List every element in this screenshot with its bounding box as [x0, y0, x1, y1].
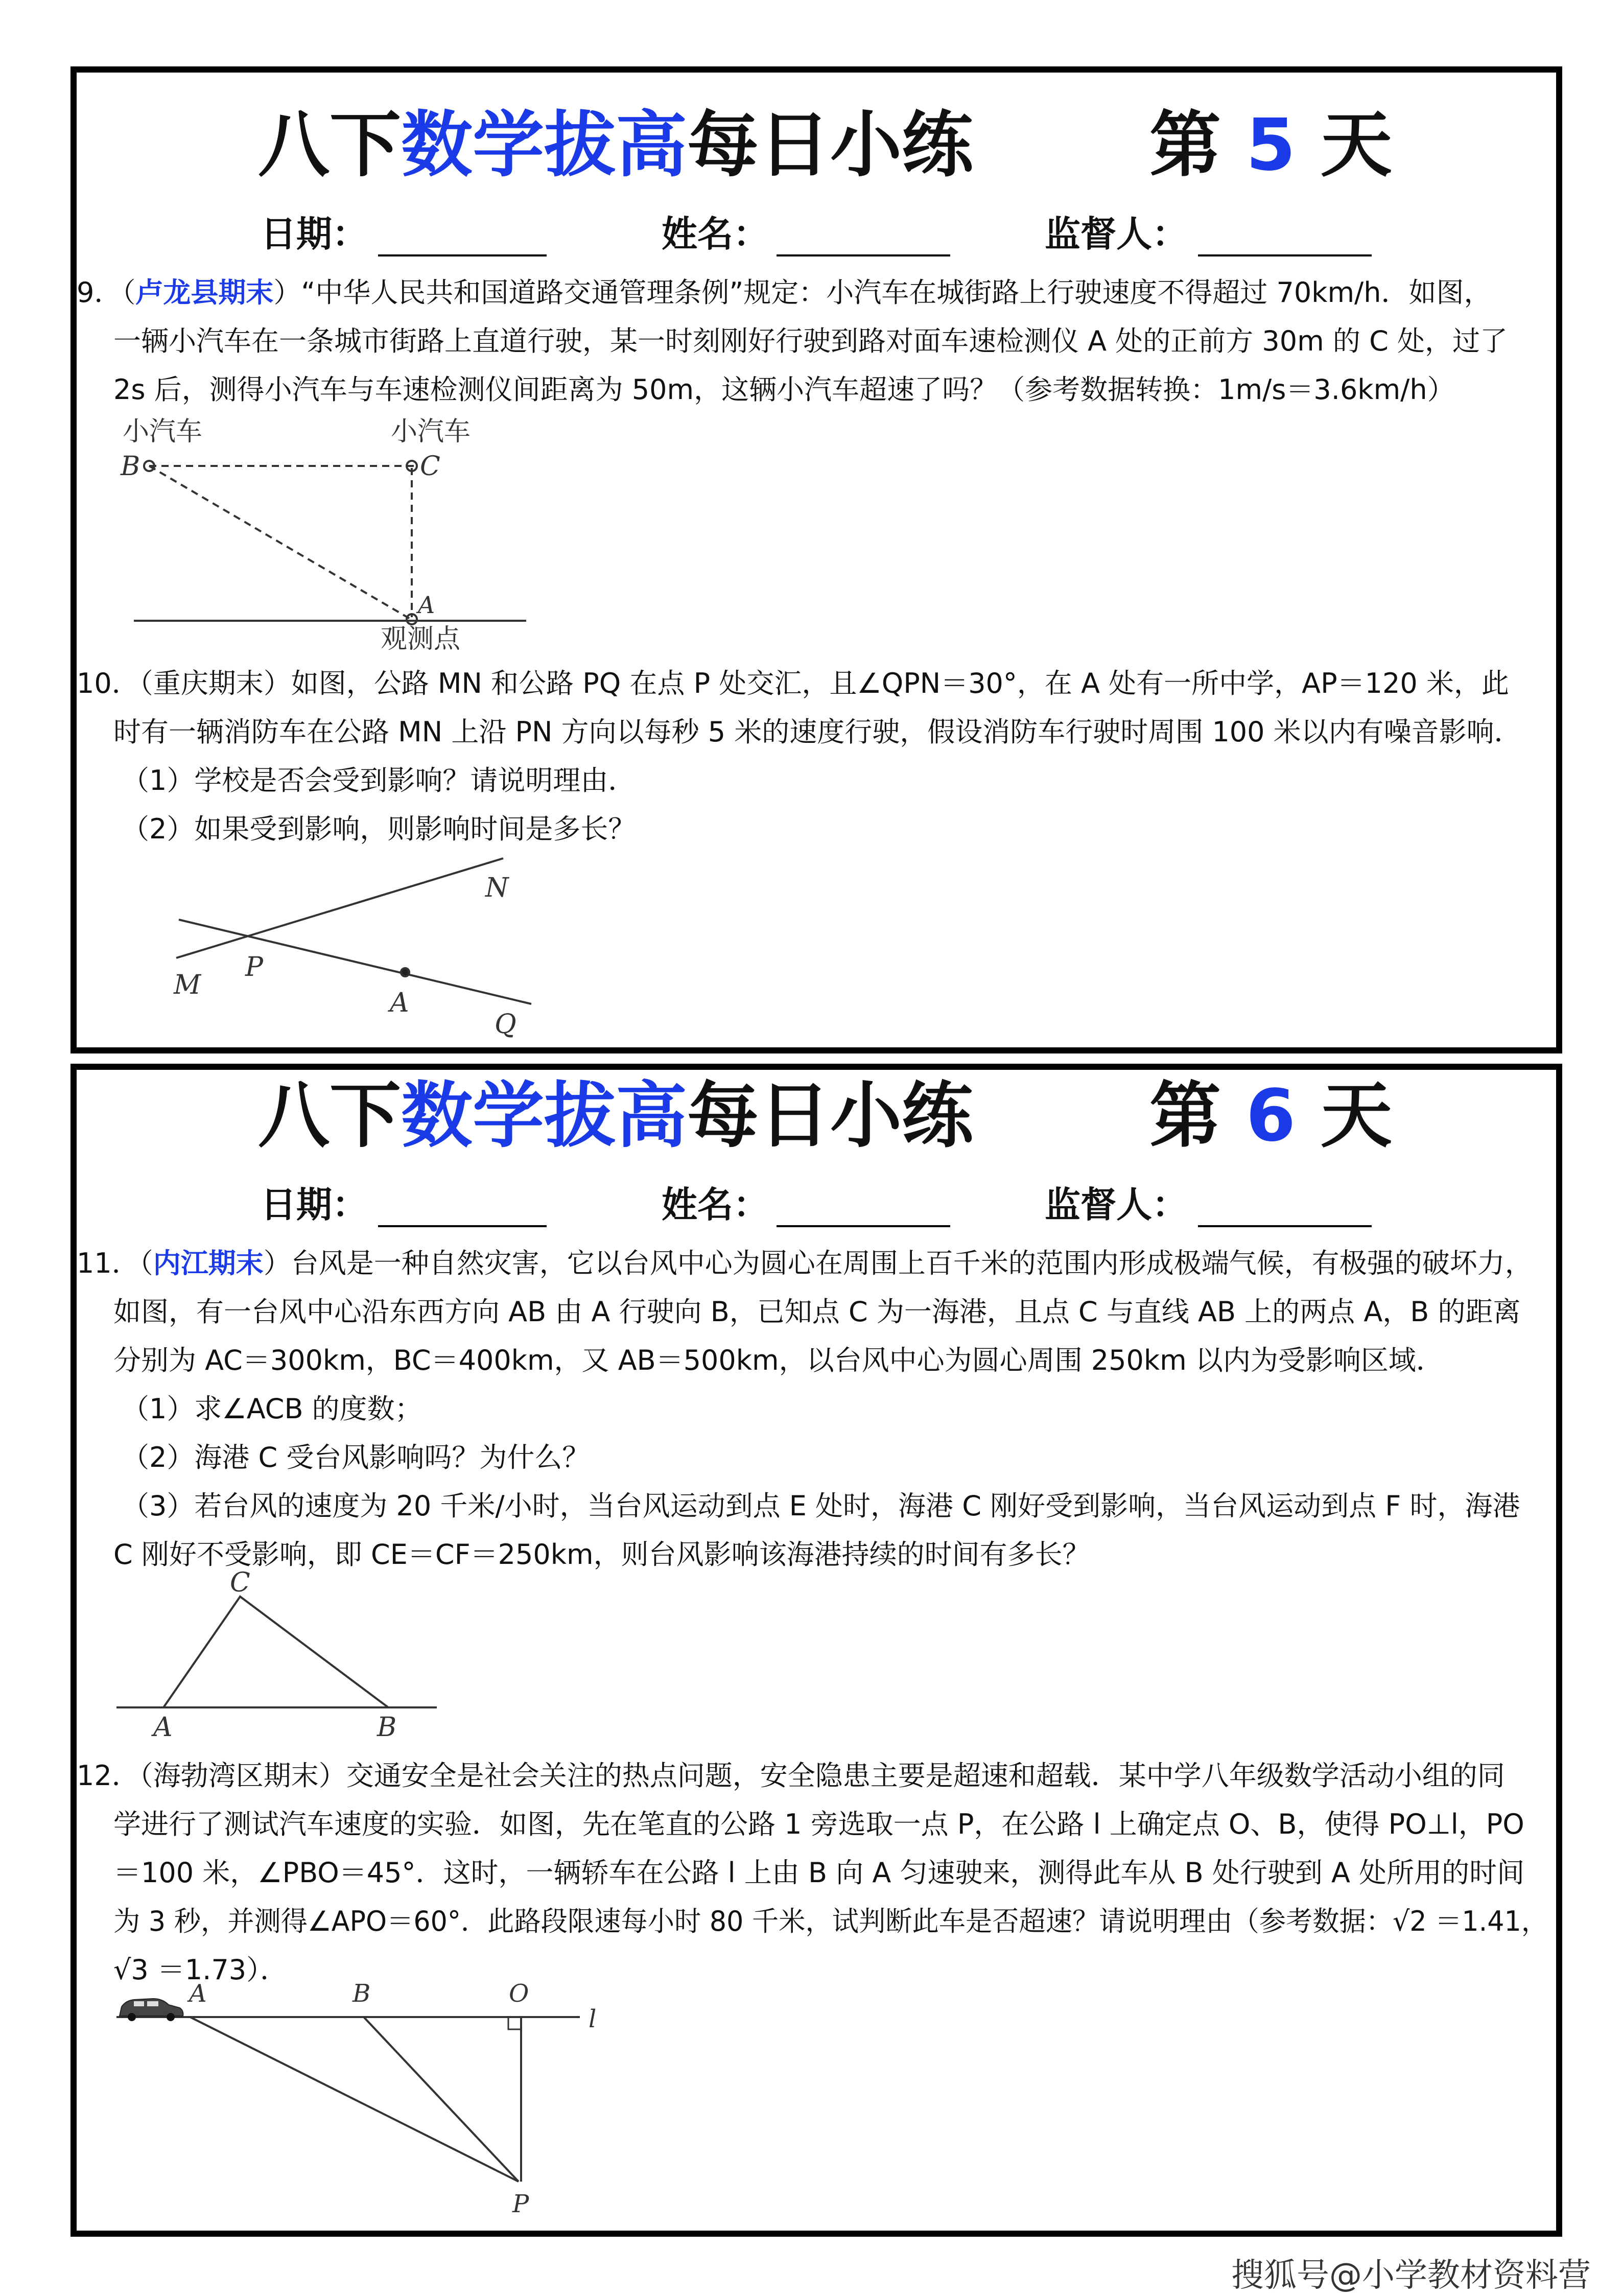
q11-line3: 分别为 AC＝300km，BC＝400km，又 AB＝500km，以台风中心为圆心周围 250km 以内为受影响区域．	[113, 1344, 1444, 1376]
q12-label-a: A	[189, 1979, 207, 2008]
day6-supervisor-blank[interactable]	[1198, 1225, 1372, 1227]
q9-line2: 一辆小汽车在一条城市街路上直道行驶，某一时刻刚好行驶到路对面车速检测仪 A 处的正前方 30m 的 C 处，过了	[113, 325, 1508, 357]
day6-date-label: 日期：	[261, 1184, 368, 1226]
day5-title: 八下数学拔高每日小练	[258, 104, 974, 187]
q11-label-a: A	[153, 1712, 173, 1743]
q9-label-b: B	[121, 451, 140, 482]
day6-date-blank[interactable]	[378, 1225, 547, 1227]
day5-day-label: 第 5 天	[1149, 104, 1392, 187]
q12-label-l: l	[589, 2005, 597, 2033]
q10-label-q: Q	[495, 1009, 516, 1040]
q9-label-a: A	[418, 591, 435, 619]
q12-label-p: P	[512, 2190, 529, 2218]
q12-line4: 为 3 秒，并测得∠APO＝60°．此路段限速每小时 80 千米，试判断此车是否超速？请说明理由（参考数据：√2 ＝1.41，	[113, 1905, 1548, 1937]
q9-observe-label: 观测点	[381, 624, 461, 654]
q12-line1: 12．（海勃湾区期末）交通安全是社会关注的热点问题，安全隐患主要是超速和超载．某中学八年级数学活动小组的同	[77, 1760, 1505, 1792]
day6-title: 八下数学拔高每日小练	[258, 1074, 974, 1158]
q11-sub3-cont: C 刚好不受影响，即 CE＝CF＝250km，则台风影响该海港持续的时间有多长？	[113, 1538, 1090, 1571]
q11-sub2: （2）海港 C 受台风影响吗？为什么？	[122, 1441, 590, 1473]
day6-name-label: 姓名：	[662, 1184, 769, 1226]
q9-label-c: C	[420, 451, 440, 482]
day5-supervisor-label: 监督人：	[1045, 213, 1188, 255]
q10-label-m: M	[174, 970, 201, 1000]
q10-sub1: （1）学校是否会受到影响？请说明理由．	[122, 764, 636, 796]
q11-sub3: （3）若台风的速度为 20 千米/小时，当台风运动到点 E 处时，海港 C 刚好受到影响，当台风运动到点 F 时，海港	[122, 1490, 1520, 1522]
q9-segment-ba	[149, 466, 411, 619]
day6-day-label: 第 6 天	[1149, 1074, 1392, 1158]
q12-line2: 学进行了测试汽车速度的实验．如图，先在笔直的公路 1 旁选取一点 P，在公路 l 上确定点 O、B，使得 PO⊥l，PO	[113, 1808, 1524, 1840]
q11-label-c: C	[230, 1567, 250, 1598]
q10-road-pq	[179, 920, 531, 1004]
q12-label-o: O	[509, 1979, 529, 2008]
q11-sub1: （1）求∠ACB 的度数；	[122, 1393, 422, 1425]
day6-name-blank[interactable]	[777, 1225, 950, 1227]
q10-point-a	[401, 968, 409, 976]
q9-line1: 9．（卢龙县期末）“中华人民共和国道路交通管理条例”规定：小汽车在城街路上行驶速度不得超过 70km/h．如图，	[77, 276, 1492, 309]
q10-label-n: N	[485, 873, 509, 903]
day5-name-label: 姓名：	[662, 213, 769, 255]
q10-line1: 10．（重庆期末）如图，公路 MN 和公路 PQ 在点 P 处交汇，且∠QPN＝30°，在 A 处有一所中学，AP＝120 米，此	[77, 667, 1509, 699]
q10-figure	[176, 858, 531, 1004]
day5-date-label: 日期：	[261, 213, 368, 255]
q10-road-mn	[176, 858, 503, 958]
watermark: 搜狐号@小学教材资料营	[1231, 2257, 1591, 2294]
q9-car-right-label: 小汽车	[391, 416, 471, 447]
q10-line2: 时有一辆消防车在公路 MN 上沿 PN 方向以每秒 5 米的速度行驶，假设消防车行驶时周围 100 米以内有噪音影响．	[113, 716, 1522, 748]
q12-label-b: B	[352, 1979, 371, 2008]
q9-car-left-label: 小汽车	[123, 416, 203, 447]
q12-line5: √3 ＝1.73）．	[113, 1954, 288, 1986]
day6-supervisor-label: 监督人：	[1045, 1184, 1188, 1226]
q10-sub2: （2）如果受到影响，则影响时间是多长？	[122, 813, 636, 845]
q11-line1: 11．（内江期末）台风是一种自然灾害，它以台风中心为圆心在周围上百千米的范围内形成极端气候，有极强的破坏力，	[77, 1247, 1533, 1279]
q9-figure	[134, 461, 526, 624]
q11-line2: 如图，有一台风中心沿东西方向 AB 由 A 行驶向 B，已知点 C 为一海港，且点 C 与直线 AB 上的两点 A，B 的距离	[113, 1296, 1521, 1328]
q12-line3: ＝100 米，∠PBO＝45°．这时，一辆轿车在公路 l 上由 B 向 A 匀速驶来，测得此车从 B 处行驶到 A 处所用的时间	[113, 1857, 1525, 1889]
q9-line3: 2s 后，测得小汽车与车速检测仪间距离为 50m，这辆小汽车超速了吗？（参考数据转换：1m/s＝3.6km/h）	[113, 373, 1455, 406]
q11-label-b: B	[377, 1712, 397, 1743]
q10-label-p: P	[245, 952, 263, 982]
q10-label-a: A	[390, 988, 409, 1018]
